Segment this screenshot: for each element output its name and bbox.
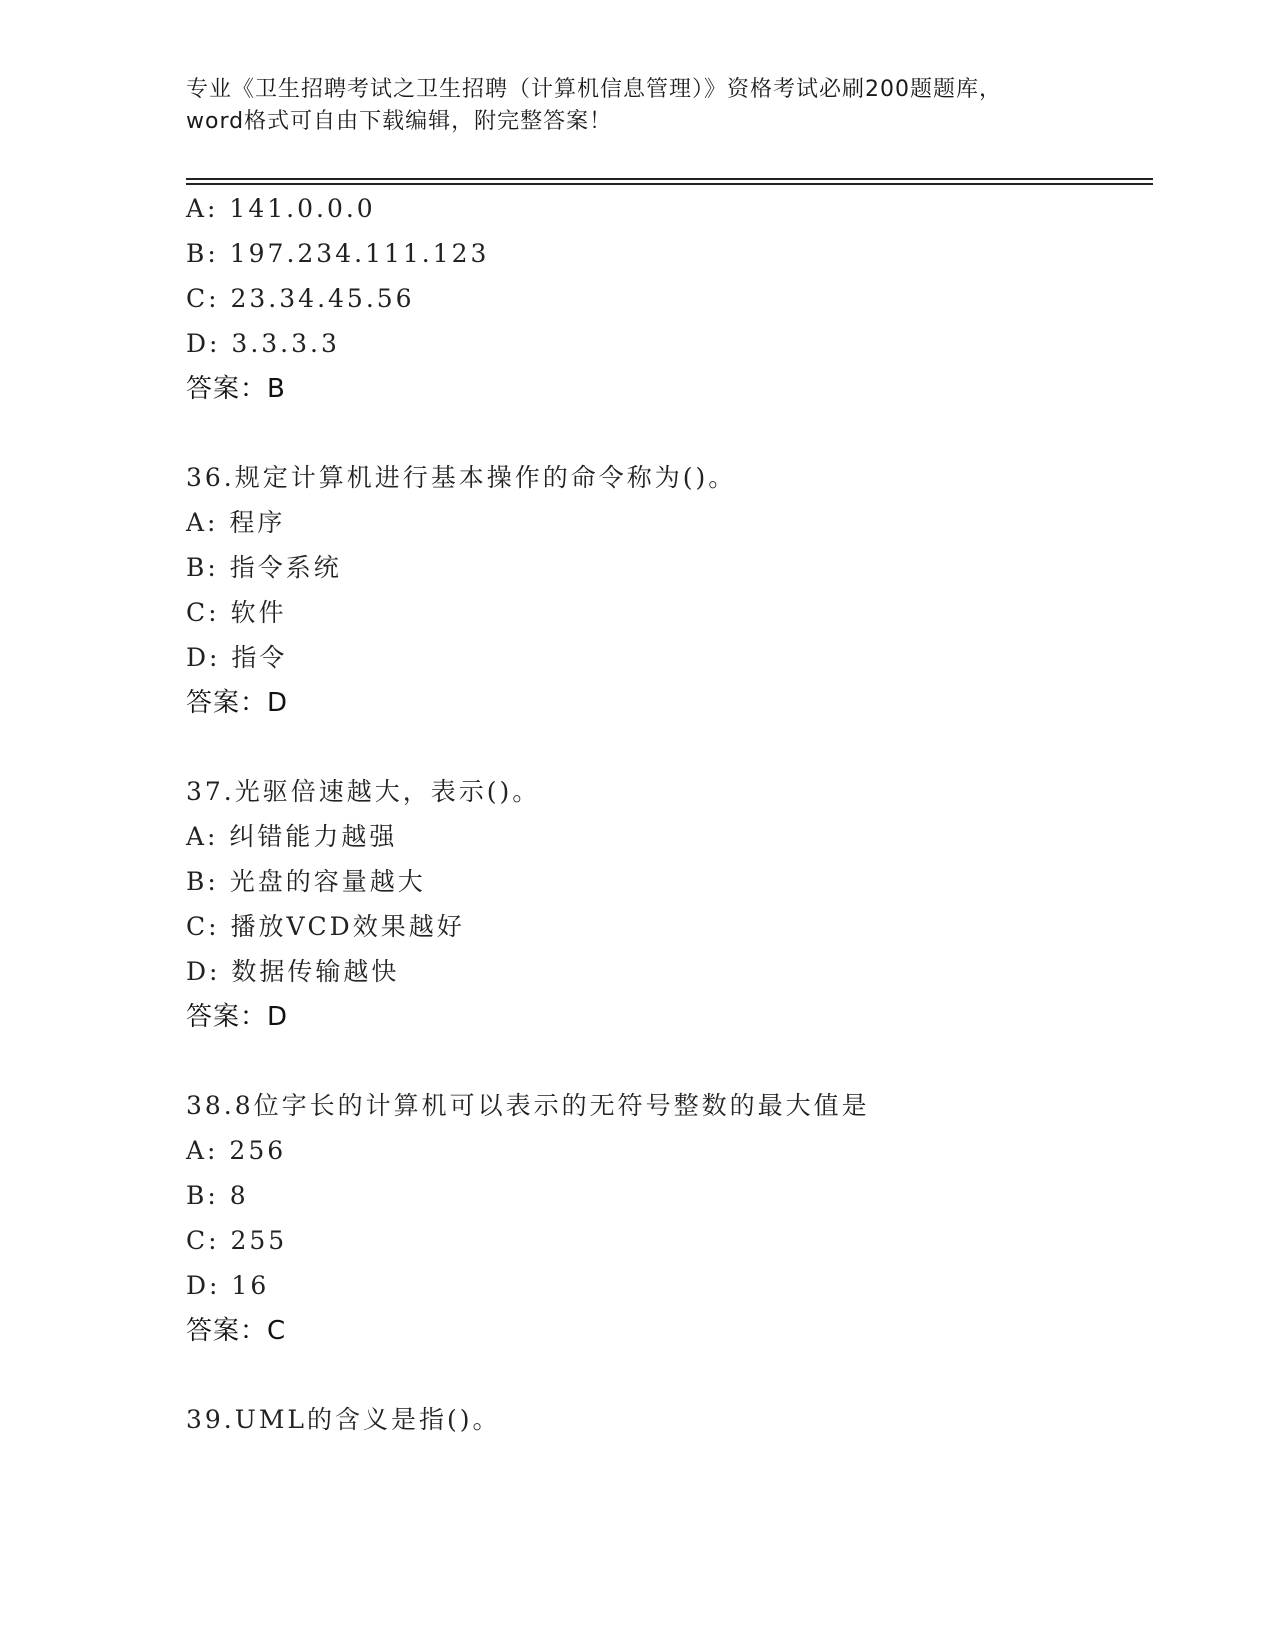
q37-option-b: B: 光盘的容量越大 [186,867,426,896]
q38-option-c: C: 255 [186,1226,288,1255]
header-line-2: word格式可自由下载编辑，附完整答案！ [186,109,613,134]
q39-question: 39.UML的含义是指()。 [186,1405,501,1434]
q36-option-a: A: 程序 [186,508,286,537]
q36-question: 36.规定计算机进行基本操作的命令称为()。 [186,463,737,492]
q38-option-b: B: 8 [186,1181,249,1210]
header-rule-bottom [186,183,1153,185]
q36-option-b: B: 指令系统 [186,553,342,582]
q37-answer: 答案：D [186,1002,289,1032]
q37-option-c: C: 播放VCD效果越好 [186,912,465,941]
q36-answer: 答案：D [186,688,289,718]
q35-option-d: D: 3.3.3.3 [186,329,340,358]
q38-answer: 答案：C [186,1316,287,1346]
q37-question: 37.光驱倍速越大，表示()。 [186,777,541,806]
header-rule-top [186,178,1153,180]
q35-option-b: B: 197.234.111.123 [186,239,490,268]
q38-question: 38.8位字长的计算机可以表示的无符号整数的最大值是 [186,1091,870,1120]
header-line-1: 专业《卫生招聘考试之卫生招聘（计算机信息管理）》资格考试必刷200题题库， [186,77,1002,102]
q38-option-a: A: 256 [186,1136,287,1165]
q35-option-a: A: 141.0.0.0 [186,194,376,223]
q37-option-d: D: 数据传输越快 [186,957,400,986]
q36-option-d: D: 指令 [186,643,288,672]
q37-option-a: A: 纠错能力越强 [186,822,398,851]
q38-option-d: D: 16 [186,1271,270,1300]
q35-option-c: C: 23.34.45.56 [186,284,415,313]
q36-option-c: C: 软件 [186,598,287,627]
document-header [186,74,1156,138]
q35-answer: 答案：B [186,374,286,404]
